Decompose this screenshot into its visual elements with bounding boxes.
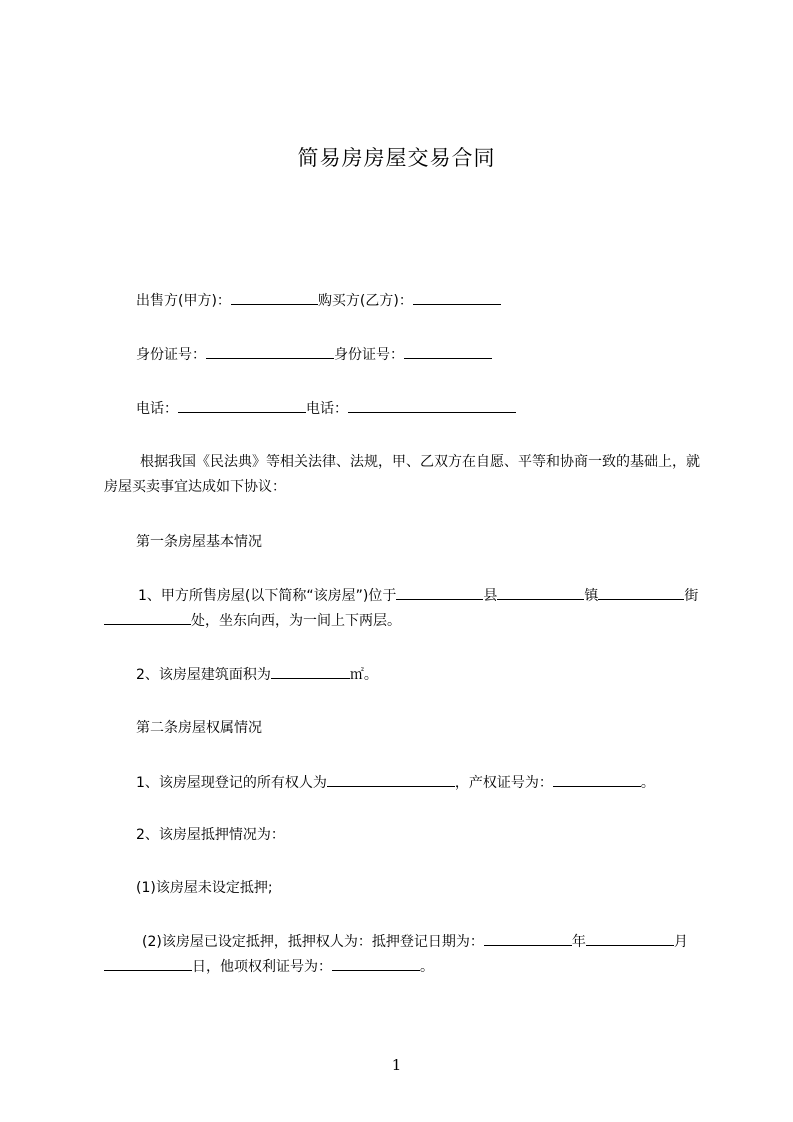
article2-heading: 第二条房屋权属情况 [136, 720, 262, 736]
county-blank [396, 585, 483, 600]
location-blank [104, 610, 191, 625]
buyer-label: 购买方(乙方)： [317, 293, 413, 309]
seller-id-label: 身份证号： [136, 347, 206, 363]
page-number: 1 [391, 1056, 402, 1074]
party-line-phones [136, 398, 516, 419]
owner-blank [327, 772, 455, 787]
buyer-id-label: 身份证号： [334, 347, 404, 363]
area-blank [271, 664, 350, 679]
street-blank-b [638, 585, 684, 600]
intro-paragraph: 根据我国《民法典》等相关法律、法规，甲、乙双方在自愿、平等和协商一致的基础上，就房屋买卖事宜达成如下协议： [104, 454, 700, 495]
seller-phone-blank [178, 398, 306, 413]
seller-name-blank [231, 290, 318, 305]
town-blank [497, 585, 584, 600]
cert-number-blank [553, 772, 641, 787]
party-line-ids [136, 344, 492, 365]
buyer-id-blank [404, 344, 492, 359]
article2-item2: 2、该房屋抵押情况为： [136, 827, 285, 843]
year-blank-a [586, 931, 650, 946]
document-title: 简易房房屋交易合同 [297, 146, 496, 170]
month-blank [104, 956, 192, 971]
buyer-name-blank [413, 290, 501, 305]
buyer-phone-blank [348, 398, 516, 413]
seller-id-blank [206, 344, 334, 359]
article2-item1: 1、该房屋现登记的所有权人为 ，产权证号为： 。 [136, 772, 655, 793]
other-cert-blank [332, 956, 420, 971]
mortgage-date-blank [484, 931, 572, 946]
seller-phone-label: 电话： [136, 401, 178, 417]
party-line-names [136, 290, 501, 311]
mortgage-option-1: (1)该房屋未设定抵押; [136, 880, 273, 896]
article1-item2: 2、该房屋建筑面积为 ㎡。 [136, 664, 378, 685]
article1-heading: 第一条房屋基本情况 [136, 534, 262, 550]
street-blank-a [598, 585, 638, 600]
year-blank-b [650, 931, 674, 946]
mortgage-option-2: (2)该房屋已设定抵押，抵押权人为：抵押登记日期为： 年 月日，他项权利证号为： 。 [104, 930, 701, 980]
article1-item1: 1、甲方所售房屋(以下简称“该房屋”)位于 县 镇 街处，坐东向西，为一间上下两层。 [104, 584, 701, 634]
seller-label: 出售方(甲方)： [136, 293, 231, 309]
buyer-phone-label: 电话： [306, 401, 348, 417]
